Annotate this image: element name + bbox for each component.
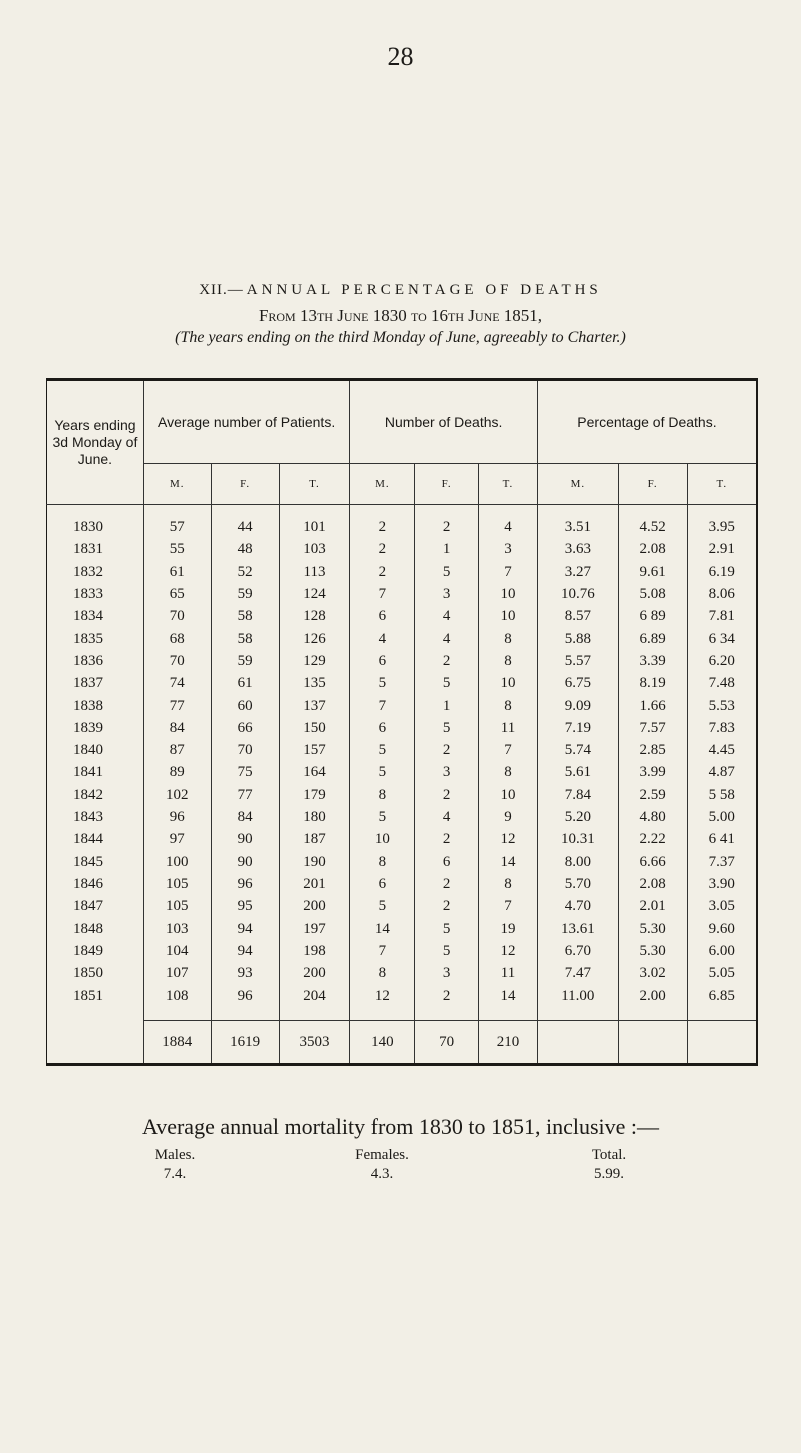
value-cell: 2.00	[618, 984, 687, 1007]
sub-header-row	[47, 464, 758, 505]
totals-blank-cell	[687, 1021, 757, 1065]
value-cell: 5	[415, 717, 479, 739]
value-cell: 96	[211, 984, 279, 1007]
spacer-row	[47, 505, 758, 517]
value-cell: 2	[415, 873, 479, 895]
value-cell: 4	[479, 516, 538, 538]
value-cell: 6.75	[537, 672, 618, 694]
value-cell: 4	[415, 806, 479, 828]
sub-header-percentage-f: F.	[618, 464, 687, 505]
value-cell: 6.00	[687, 940, 757, 962]
value-cell: 5	[415, 940, 479, 962]
totals-row	[47, 1021, 758, 1065]
value-cell: 8	[350, 784, 415, 806]
year-cell: 1837	[73, 675, 103, 692]
table-row	[47, 538, 758, 560]
value-cell: 129	[279, 650, 350, 672]
value-cell: 4	[415, 605, 479, 627]
value-cell: 104	[143, 940, 211, 962]
value-cell: 5 58	[687, 784, 757, 806]
sub-header-patients-t: T.	[279, 464, 350, 505]
year-cell: 1832	[73, 563, 103, 580]
value-cell: 60	[211, 694, 279, 716]
value-cell: 6.20	[687, 650, 757, 672]
value-cell: 5.05	[687, 962, 757, 984]
value-cell: 8.00	[537, 850, 618, 872]
average-mortality-summary: Average annual mortality from 1830 to 1851, inclusive :—	[141, 1114, 660, 1139]
value-cell: 8	[350, 850, 415, 872]
value-cell: 90	[211, 850, 279, 872]
value-cell: 135	[279, 672, 350, 694]
total-cell: 1884	[143, 1021, 211, 1065]
value-cell: 2	[415, 739, 479, 761]
table-row	[47, 583, 758, 605]
year-cell: 1834	[73, 608, 103, 625]
value-cell: 2.08	[618, 538, 687, 560]
value-cell: 58	[211, 628, 279, 650]
value-cell: 9.09	[537, 694, 618, 716]
value-cell: 3.51	[537, 516, 618, 538]
table-row	[47, 784, 758, 806]
value-cell: 9.60	[687, 917, 757, 939]
year-cell: 1833	[73, 586, 103, 603]
value-cell: 5.08	[618, 583, 687, 605]
value-cell: 74	[143, 672, 211, 694]
value-cell: 3.90	[687, 873, 757, 895]
value-cell: 5	[415, 917, 479, 939]
value-cell: 14	[479, 984, 538, 1007]
value-cell: 2	[415, 784, 479, 806]
year-cell: 1846	[73, 875, 103, 892]
value-cell: 2.91	[687, 538, 757, 560]
value-cell: 90	[211, 828, 279, 850]
females-value: 4.3.	[370, 1166, 394, 1182]
page-number: 28	[387, 42, 414, 71]
value-cell: 95	[211, 895, 279, 917]
table-row	[47, 850, 758, 872]
value-cell: 3	[415, 761, 479, 783]
value-cell: 4.70	[537, 895, 618, 917]
value-cell: 12	[479, 828, 538, 850]
value-cell: 70	[211, 739, 279, 761]
value-cell: 10	[350, 828, 415, 850]
value-cell: 103	[279, 538, 350, 560]
value-cell: 3	[415, 962, 479, 984]
year-cell: 1851	[73, 987, 103, 1004]
value-cell: 11.00	[537, 984, 618, 1007]
value-cell: 84	[211, 806, 279, 828]
value-cell: 70	[143, 605, 211, 627]
value-cell: 11	[479, 717, 538, 739]
value-cell: 4.45	[687, 739, 757, 761]
totals-blank-cell	[618, 1021, 687, 1065]
years-column-header: Years ending 3d Monday of June.	[47, 380, 144, 505]
value-cell: 7.47	[537, 962, 618, 984]
value-cell: 1	[415, 538, 479, 560]
value-cell: 7.84	[537, 784, 618, 806]
table-row	[47, 984, 758, 1007]
value-cell: 200	[279, 895, 350, 917]
value-cell: 10.76	[537, 583, 618, 605]
value-cell: 59	[211, 583, 279, 605]
year-cell: 1843	[73, 809, 103, 826]
value-cell: 6	[350, 873, 415, 895]
value-cell: 5.00	[687, 806, 757, 828]
sub-header-percentage-m: M.	[537, 464, 618, 505]
totals-blank-cell	[47, 1021, 144, 1065]
value-cell: 2.22	[618, 828, 687, 850]
value-cell: 89	[143, 761, 211, 783]
year-cell: 1839	[73, 719, 103, 736]
table-row	[47, 873, 758, 895]
value-cell: 7.83	[687, 717, 757, 739]
value-cell: 8.19	[618, 672, 687, 694]
value-cell: 197	[279, 917, 350, 939]
value-cell: 164	[279, 761, 350, 783]
table-row	[47, 516, 758, 538]
sub-header-deaths-m: M.	[350, 464, 415, 505]
value-cell: 9.61	[618, 561, 687, 583]
value-cell: 204	[279, 984, 350, 1007]
value-cell: 3.99	[618, 761, 687, 783]
mortality-table-container	[46, 378, 758, 1066]
value-cell: 137	[279, 694, 350, 716]
value-cell: 2	[350, 538, 415, 560]
value-cell: 6	[350, 650, 415, 672]
sub-header-deaths-f: F.	[415, 464, 479, 505]
table-row	[47, 628, 758, 650]
value-cell: 14	[479, 850, 538, 872]
value-cell: 61	[211, 672, 279, 694]
patients-group-header: Average number of Patients.	[143, 380, 350, 464]
value-cell: 5.20	[537, 806, 618, 828]
value-cell: 2.08	[618, 873, 687, 895]
value-cell: 57	[143, 516, 211, 538]
total-value: 5.99.	[594, 1166, 624, 1182]
value-cell: 94	[211, 940, 279, 962]
table-row	[47, 694, 758, 716]
value-cell: 7	[479, 739, 538, 761]
table-row	[47, 962, 758, 984]
sub-header-patients-m: M.	[143, 464, 211, 505]
value-cell: 77	[143, 694, 211, 716]
year-cell: 1838	[73, 697, 103, 714]
value-cell: 201	[279, 873, 350, 895]
value-cell: 1	[415, 694, 479, 716]
value-cell: 8	[479, 873, 538, 895]
value-cell: 10	[479, 784, 538, 806]
value-cell: 10	[479, 672, 538, 694]
year-cell: 1836	[73, 652, 103, 669]
value-cell: 4	[350, 628, 415, 650]
value-cell: 61	[143, 561, 211, 583]
value-cell: 3.63	[537, 538, 618, 560]
value-cell: 8	[479, 694, 538, 716]
value-cell: 4.52	[618, 516, 687, 538]
value-cell: 6 89	[618, 605, 687, 627]
percentage-group-header: Percentage of Deaths.	[537, 380, 757, 464]
total-label: Total.	[591, 1147, 627, 1163]
value-cell: 126	[279, 628, 350, 650]
table-row	[47, 828, 758, 850]
heading-dash: —	[227, 282, 247, 298]
totals-blank-cell	[537, 1021, 618, 1065]
value-cell: 190	[279, 850, 350, 872]
heading-number: XII.	[199, 282, 228, 298]
value-cell: 2	[350, 516, 415, 538]
value-cell: 3.95	[687, 516, 757, 538]
value-cell: 180	[279, 806, 350, 828]
value-cell: 5.88	[537, 628, 618, 650]
value-cell: 8	[479, 650, 538, 672]
mortality-table	[46, 378, 758, 1066]
value-cell: 6.66	[618, 850, 687, 872]
value-cell: 6	[350, 605, 415, 627]
total-cell: 70	[415, 1021, 479, 1065]
value-cell: 12	[350, 984, 415, 1007]
value-cell: 8	[350, 962, 415, 984]
value-cell: 14	[350, 917, 415, 939]
value-cell: 94	[211, 917, 279, 939]
year-cell: 1847	[73, 898, 103, 915]
table-row	[47, 561, 758, 583]
value-cell: 187	[279, 828, 350, 850]
value-cell: 2	[415, 516, 479, 538]
value-cell: 77	[211, 784, 279, 806]
value-cell: 8.06	[687, 583, 757, 605]
value-cell: 10	[479, 583, 538, 605]
value-cell: 2	[415, 828, 479, 850]
table-row	[47, 605, 758, 627]
value-cell: 7.57	[618, 717, 687, 739]
year-cell: 1850	[73, 965, 103, 982]
year-cell: 1845	[73, 853, 103, 870]
value-cell: 65	[143, 583, 211, 605]
total-cell: 140	[350, 1021, 415, 1065]
value-cell: 52	[211, 561, 279, 583]
value-cell: 5	[350, 895, 415, 917]
charter-note: (The years ending on the third Monday of June, agreeably to Charter.)	[175, 329, 626, 346]
year-cell: 1849	[73, 942, 103, 959]
sub-header-deaths-t: T.	[479, 464, 538, 505]
value-cell: 68	[143, 628, 211, 650]
deaths-group-header: Number of Deaths.	[350, 380, 538, 464]
value-cell: 5	[415, 561, 479, 583]
value-cell: 6	[415, 850, 479, 872]
value-cell: 7.19	[537, 717, 618, 739]
value-cell: 4	[415, 628, 479, 650]
value-cell: 11	[479, 962, 538, 984]
value-cell: 2	[415, 984, 479, 1007]
value-cell: 3.02	[618, 962, 687, 984]
value-cell: 97	[143, 828, 211, 850]
value-cell: 6 34	[687, 628, 757, 650]
year-cell: 1841	[73, 764, 103, 781]
value-cell: 1.66	[618, 694, 687, 716]
total-cell: 1619	[211, 1021, 279, 1065]
value-cell: 10	[479, 605, 538, 627]
value-cell: 7	[350, 940, 415, 962]
value-cell: 198	[279, 940, 350, 962]
value-cell: 55	[143, 538, 211, 560]
date-range-subheading: From 13th June 1830 to 16th June 1851,	[258, 306, 543, 325]
total-cell: 3503	[279, 1021, 350, 1065]
value-cell: 7	[350, 583, 415, 605]
value-cell: 2.85	[618, 739, 687, 761]
year-cell: 1835	[73, 630, 103, 647]
value-cell: 105	[143, 895, 211, 917]
value-cell: 66	[211, 717, 279, 739]
year-cell: 1842	[73, 786, 103, 803]
value-cell: 70	[143, 650, 211, 672]
value-cell: 157	[279, 739, 350, 761]
value-cell: 5	[415, 672, 479, 694]
value-cell: 58	[211, 605, 279, 627]
value-cell: 8.57	[537, 605, 618, 627]
table-body	[47, 516, 758, 1007]
value-cell: 2	[415, 650, 479, 672]
heading-title: ANNUAL PERCENTAGE OF DEATHS	[246, 282, 602, 298]
males-label: Males.	[154, 1147, 196, 1163]
value-cell: 108	[143, 984, 211, 1007]
value-cell: 102	[143, 784, 211, 806]
value-cell: 6.89	[618, 628, 687, 650]
value-cell: 3.39	[618, 650, 687, 672]
table-row	[47, 806, 758, 828]
value-cell: 19	[479, 917, 538, 939]
value-cell: 7.81	[687, 605, 757, 627]
value-cell: 5	[350, 739, 415, 761]
value-cell: 75	[211, 761, 279, 783]
value-cell: 2	[415, 895, 479, 917]
value-cell: 84	[143, 717, 211, 739]
year-cell: 1830	[73, 519, 103, 536]
value-cell: 87	[143, 739, 211, 761]
value-cell: 44	[211, 516, 279, 538]
table-row	[47, 739, 758, 761]
value-cell: 7.37	[687, 850, 757, 872]
value-cell: 9	[479, 806, 538, 828]
value-cell: 3	[479, 538, 538, 560]
value-cell: 5.30	[618, 917, 687, 939]
value-cell: 100	[143, 850, 211, 872]
year-cell: 1831	[73, 541, 103, 558]
males-value: 7.4.	[163, 1166, 187, 1182]
value-cell: 2.01	[618, 895, 687, 917]
value-cell: 6 41	[687, 828, 757, 850]
year-cell: 1844	[73, 831, 103, 848]
value-cell: 2	[350, 561, 415, 583]
value-cell: 8	[479, 628, 538, 650]
value-cell: 10.31	[537, 828, 618, 850]
value-cell: 5.74	[537, 739, 618, 761]
value-cell: 179	[279, 784, 350, 806]
value-cell: 96	[143, 806, 211, 828]
table-row	[47, 672, 758, 694]
value-cell: 7.48	[687, 672, 757, 694]
sub-header-patients-f: F.	[211, 464, 279, 505]
value-cell: 113	[279, 561, 350, 583]
value-cell: 7	[479, 561, 538, 583]
value-cell: 124	[279, 583, 350, 605]
value-cell: 101	[279, 516, 350, 538]
table-row	[47, 917, 758, 939]
value-cell: 7	[479, 895, 538, 917]
value-cell: 4.87	[687, 761, 757, 783]
value-cell: 5	[350, 761, 415, 783]
total-cell: 210	[479, 1021, 538, 1065]
table-row	[47, 761, 758, 783]
value-cell: 6	[350, 717, 415, 739]
value-cell: 3.05	[687, 895, 757, 917]
year-cell: 1840	[73, 742, 103, 759]
table-row	[47, 717, 758, 739]
value-cell: 5.70	[537, 873, 618, 895]
value-cell: 12	[479, 940, 538, 962]
value-cell: 5.30	[618, 940, 687, 962]
value-cell: 107	[143, 962, 211, 984]
value-cell: 13.61	[537, 917, 618, 939]
year-cell: 1848	[73, 920, 103, 937]
females-label: Females.	[355, 1147, 409, 1163]
value-cell: 6.70	[537, 940, 618, 962]
table-row	[47, 940, 758, 962]
value-cell: 3.27	[537, 561, 618, 583]
value-cell: 103	[143, 917, 211, 939]
table-row	[47, 895, 758, 917]
sub-header-percentage-t: T.	[687, 464, 757, 505]
value-cell: 2.59	[618, 784, 687, 806]
value-cell: 200	[279, 962, 350, 984]
value-cell: 8	[479, 761, 538, 783]
value-cell: 5.61	[537, 761, 618, 783]
value-cell: 5.53	[687, 694, 757, 716]
gap-row	[47, 1007, 758, 1021]
value-cell: 6.19	[687, 561, 757, 583]
value-cell: 59	[211, 650, 279, 672]
value-cell: 5	[350, 806, 415, 828]
table-heading	[0, 282, 801, 299]
value-cell: 3	[415, 583, 479, 605]
value-cell: 150	[279, 717, 350, 739]
value-cell: 96	[211, 873, 279, 895]
value-cell: 5	[350, 672, 415, 694]
value-cell: 4.80	[618, 806, 687, 828]
value-cell: 6.85	[687, 984, 757, 1007]
value-cell: 7	[350, 694, 415, 716]
value-cell: 48	[211, 538, 279, 560]
table-row	[47, 650, 758, 672]
value-cell: 5.57	[537, 650, 618, 672]
value-cell: 105	[143, 873, 211, 895]
value-cell: 128	[279, 605, 350, 627]
value-cell: 93	[211, 962, 279, 984]
